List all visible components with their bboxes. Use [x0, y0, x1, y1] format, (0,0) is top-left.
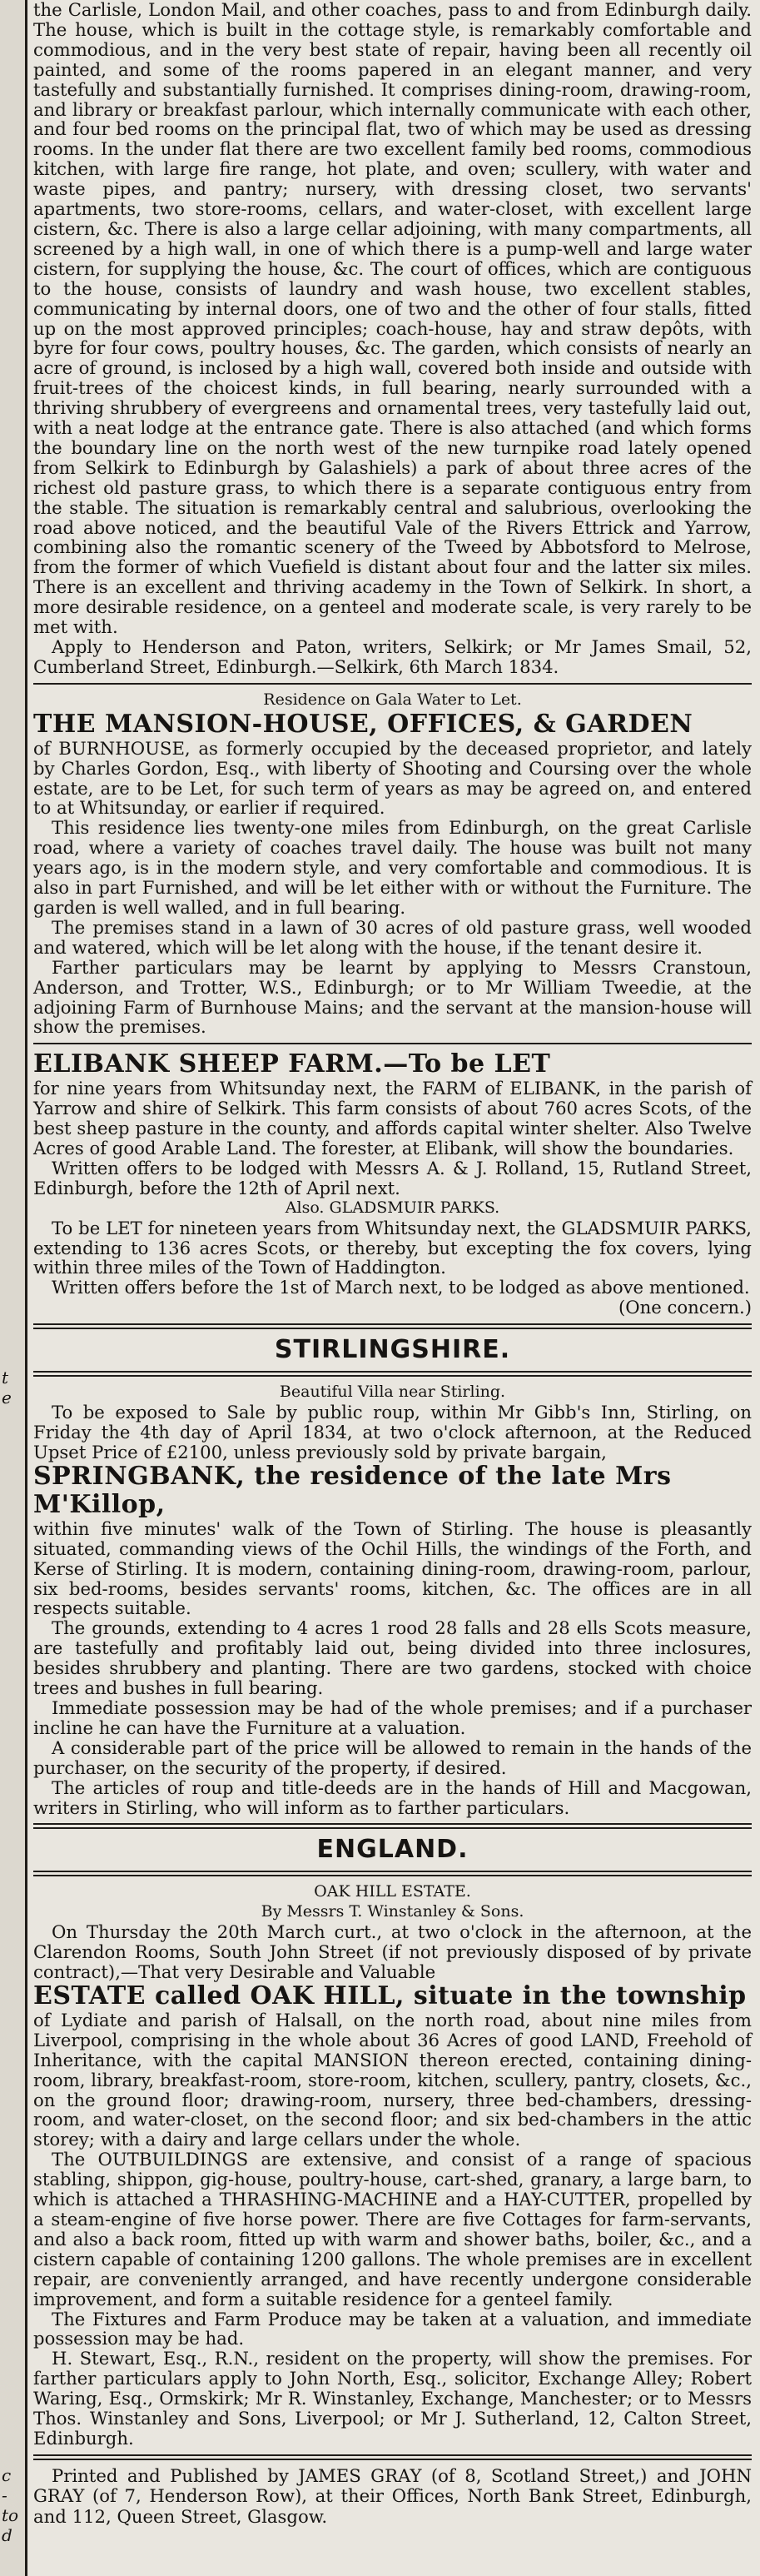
ad-paragraph: Immediate possession may be had of the whole premises; and if a purchaser incline he can have the Furniture at a valuation.: [33, 1697, 752, 1738]
ad-auctioneer: By Messrs T. Winstanley & Sons.: [261, 1902, 524, 1921]
ad-body: for nine years from Whitsunday next, the FARM of ELIBANK, in the parish of Yarrow and shire of Selkirk. This farm consists of about 760 acres Scots, of the best sheep pasture in the county, and affords capital winter shelter. Also Twelve Acres of good Arable Land. The forester, at Elibank, will show the boundaries.: [33, 1078, 752, 1159]
ad-paragraph: To be LET for nineteen years from Whitsunday next, the GLADSMUIR PARKS, extending to 136 acres Scots, or thereby, but excepting the fox covers, lying within three miles of the Town of Haddington.: [33, 1217, 752, 1278]
gutter-fragment: -: [2, 2485, 7, 2505]
divider: [33, 2454, 752, 2460]
divider: [33, 1323, 752, 1329]
divider: [33, 1823, 752, 1829]
ad-title: SPRINGBANK, the residence of the late Mrs M'Killop,: [33, 1461, 672, 1519]
ad-body: of BURNHOUSE, as formerly occupied by the deceased proprietor, and lately by Charles Gordon, Esq., with liberty of Shooting and Coursing over the whole estate, are to be Let, for such term of years as may be agreed on, and entered to at Whitsunday, or earlier if required.: [33, 737, 752, 819]
ad-title: ESTATE called OAK HILL, situate in the township: [33, 1981, 747, 2010]
ad-paragraph: A considerable part of the price will be allowed to remain in the hands of the purchaser, on the security of the property, if desired.: [33, 1736, 752, 1778]
section-heading: ENGLAND.: [316, 1835, 469, 1865]
printer-imprint: Printed and Published by JAMES GRAY (of 8, Scotland Street,) and JOHN GRAY (of 7, Henderson Row), at their Offices, North Bank Street, Edinburgh, and 112, Queen Street, Glasgow.: [33, 2464, 752, 2527]
ad-concern-note: (One concern.): [618, 1297, 752, 1318]
advertisement-oak-hill: [33, 1882, 752, 2448]
gutter-fragment: c: [2, 2465, 12, 2485]
ad-kicker: Beautiful Villa near Stirling.: [279, 1383, 506, 1402]
ad-body: On Thursday the 20th March curt., at two o'clock in the afternoon, at the Clarendon Rooms, South John Street (if not previously disposed of by private contract),—That very Desirable and Valuable: [33, 1921, 752, 1983]
gutter-fragment: t: [2, 1368, 9, 1388]
divider: [33, 1871, 752, 1876]
ad-paragraph: The premises stand in a lawn of 30 acres of old pasture grass, well wooded and watered, which will be let along with the house, if the tenant desire it.: [33, 916, 752, 958]
gutter-fragment: e: [2, 1388, 12, 1408]
ad-paragraph: This residence lies twenty-one miles from Edinburgh, on the great Carlisle road, where a variety of coaches travel daily. The house was built not many years ago, is in the modern style, and very comfortable and commodious. It is also in part Furnished, and will be let either with or without the Furniture. The garden is well walled, and in full bearing.: [33, 817, 752, 918]
ad-paragraph: The grounds, extending to 4 acres 1 rood 28 falls and 28 ells Scots measure, are tastefully and profitably laid out, being divided into three inclosures, besides shrubbery and planting. There are two gardens, stocked with choice trees and bushes in full bearing.: [33, 1617, 752, 1699]
divider: [33, 1371, 752, 1377]
ad-paragraph: H. Stewart, Esq., R.N., resident on the property, will show the premises. For farther particulars apply to John North, Esq., solicitor, Exchange Alley; Robert Waring, Esq., Ormskirk; Mr R. Winstanley, Exchange, Manchester; or to Messrs Thos. Winstanley and Sons, Liverpool; or Mr J. Sutherland, 12, Calton Street, Edinburgh.: [33, 2348, 752, 2449]
ad-kicker: OAK HILL ESTATE.: [314, 1882, 471, 1901]
advertisement-column: [33, 0, 752, 2576]
ad-paragraph: Written offers before the 1st of March next, to be lodged as above mentioned.: [52, 1277, 750, 1298]
ad-paragraph: The articles of roup and title-deeds are in the hands of Hill and Macgowan, writers in Stirling, who will inform as to farther particulars.: [33, 1776, 752, 1818]
gutter-fragment: to: [2, 2505, 19, 2525]
ad-paragraph: The OUTBUILDINGS are extensive, and consist of a range of spacious stabling, shippon, gig-house, poultry-house, cart-shed, granary, a large barn, to which is attached a THRASHING-MACHINE and a HAY-CUTTER, propelled by a steam-engine of five horse power. There are five Cottages for farm-servants, and also a back room, fitted up with warm and shower baths, boiler, &c., and a cistern capable of containing 1200 gallons. The whole premises are in excellent repair, are conveniently arranged, and have recently undergone considerable improvement, and form a suitable residence for a genteel family.: [33, 2149, 752, 2309]
left-column-fragment: [0, 0, 25, 2576]
advertisement-elibank: [33, 1050, 752, 1318]
ad-title: ELIBANK SHEEP FARM.—To be LET: [33, 1049, 551, 1079]
ad-paragraph: within five minutes' walk of the Town of Stirling. The house is pleasantly situated, commanding views of the Ochil Hills, the windings of the Forth, and Kerse of Stirling. It is modern, containing dining-room, drawing-room, parlour, six bed-rooms, besides servants' rooms, kitchen, &c. The offices are in all respects suitable.: [33, 1517, 752, 1619]
gutter-fragment: d: [2, 2525, 12, 2545]
ad-paragraph: The Fixtures and Farm Produce may be taken at a valuation, and immediate possession may be had.: [33, 2308, 752, 2349]
ad-paragraph: Written offers to be lodged with Messrs A. & J. Rolland, 15, Rutland Street, Edinburgh, before the 12th of April next.: [33, 1157, 752, 1198]
ad-apply: Apply to Henderson and Paton, writers, Selkirk; or Mr James Smail, 52, Cumberland Street, Edinburgh.—Selkirk, 6th March 1834.: [33, 636, 752, 677]
divider: [33, 1043, 752, 1044]
advertisement-vuefield: [33, 0, 752, 677]
ad-body: To be exposed to Sale by public roup, within Mr Gibb's Inn, Stirling, on Friday the 4th day of April 1834, at two o'clock afternoon, at the Reduced Upset Price of £2100, unless previously sold by private bargain,: [33, 1402, 752, 1462]
column-divider: [25, 0, 27, 2576]
ad-body: the Carlisle, London Mail, and other coaches, pass to and from Edinburgh daily. The house, which is built in the cottage style, is remarkably comfortable and commodious, and in the very best state of repair, having been all recently oil painted, and some of the rooms papered in an elegant manner, and very tastefully and substantially furnished. It comprises dining-room, drawing-room, and library or breakfast parlour, which internally communicate with each other, and four bed rooms on the principal flat, two of which may be used as dressing rooms. In the under flat there are two excellent family bed rooms, commodious kitchen, with large fire range, hot plate, and oven; scullery, with water and waste pipes, and pantry; nursery, with dressing closet, two servants' apartments, two store-rooms, cellars, and water-closet, with excellent large cistern, &c. There is also a large cellar adjoining, with many compartments, all screened by a high wall, in one of which there is a pump-well and large water cistern, for supplying the house, &c. The court of offices, which are contiguous to the house, consists of laundry and wash house, two excellent stables, communicating by internal doors, one of two and the other of four stalls, fitted up on the most approved principles; coach-house, hay and straw depôts, with byre for four cows, poultry houses, &c. The garden, which consists of nearly an acre of ground, is inclosed by a high wall, covered both inside and outside with fruit-trees of the choicest kinds, in full bearing, nearly surrounded with a thriving shrubbery of evergreens and ornamental trees, very tastefully laid out, with a neat lodge at the entrance gate. There is also attached (and which forms the boundary line on the north west of the new turnpike road lately opened from Selkirk to Edinburgh by Galashiels) a park of about three acres of the richest old pasture grass, to which there is a separate contiguous entry from the stable. The situation is remarkably central and salubrious, overlooking the road above noticed, and the beautiful Vale of the Rivers Ettrick and Yarrow, combining also the romantic scenery of the Tweed by Abbotsford to Melrose, from the former of which Vuefield is distant about four and the latter six miles. There is an excellent and thriving academy in the Town of Selkirk. In short, a more desirable residence, on a genteel and moderate scale, is very rarely to be met with.: [33, 0, 752, 638]
advertisement-springbank: [33, 1383, 752, 1817]
ad-paragraph: Farther particulars may be learnt by applying to Messrs Cranstoun, Anderson, and Trotter, W.S., Edinburgh; or to Mr William Tweedie, at the adjoining Farm of Burnhouse Mains; and the servant at the mansion-house will show the premises.: [33, 956, 752, 1038]
ad-paragraph: of Lydiate and parish of Halsall, on the north road, about nine miles from Liverpool, comprising in the whole about 36 Acres of good LAND, Freehold of Inheritance, with the capital MANSION thereon erected, containing dining-room, library, breakfast-room, store-room, kitchen, scullery, pantry, closets, &c., on the ground floor; drawing-room, nursery, three bed-chambers, dressing-room, and water-closet, on the second floor; and six bed-chambers in the attic storey; with a dairy and large cellars under the whole.: [33, 2009, 752, 2150]
ad-title: THE MANSION-HOUSE, OFFICES, & GARDEN: [33, 709, 693, 739]
divider: [33, 683, 752, 685]
ad-kicker: Residence on Gala Water to Let.: [263, 690, 522, 709]
advertisement-burnhouse: [33, 690, 752, 1038]
ad-subhead: Also. GLADSMUIR PARKS.: [285, 1198, 500, 1217]
section-heading: STIRLINGSHIRE.: [274, 1335, 511, 1365]
